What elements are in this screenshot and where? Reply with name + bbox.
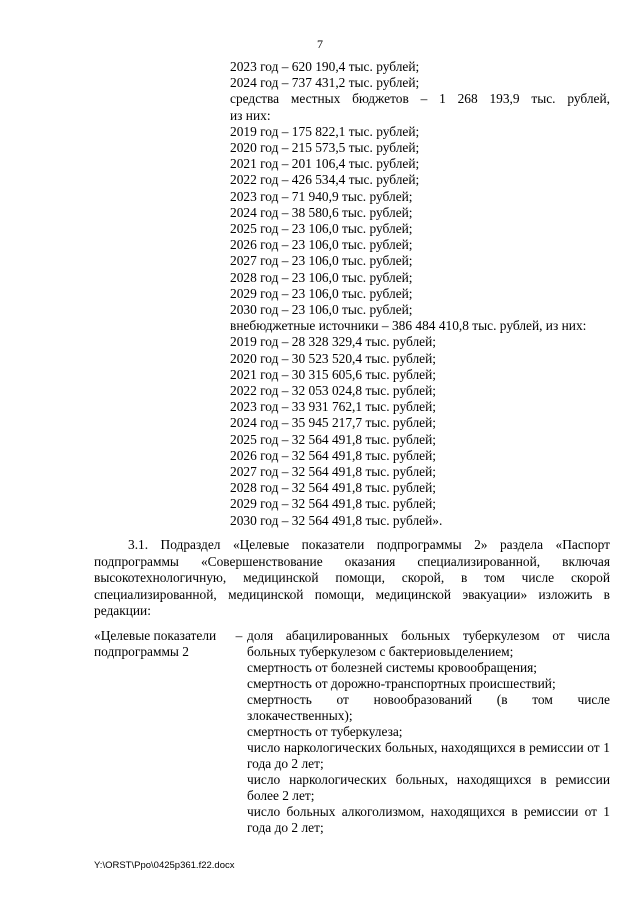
funding-line: 2023 год – 71 940,9 тыс. рублей;: [230, 188, 413, 204]
target-item: доля абацилированных больных туберкулезом от числа больных туберкулезом с бактериовыделением;: [247, 628, 610, 659]
funding-line: 2023 год – 620 190,4 тыс. рублей;: [230, 59, 420, 74]
amendment-text: 3.1. Подраздел «Целевые показатели подпрограммы 2» раздела «Паспорт подпрограммы «Совершенствование оказания специализированной, включая высокотехнологичную, медицинской помощи, скорой, в том числе скорой специализированной, медицинской помощи, медицинской эвакуации» изложить в редакции:: [94, 537, 610, 618]
funding-line: средства местных бюджетов – 1 268 193,9 тыс. рублей,: [230, 91, 610, 107]
file-path-footer: Y:\ORST\Ppo\0425p361.f22.docx: [94, 860, 235, 871]
funding-line: 2020 год – 30 523 520,4 тыс. рублей;: [230, 350, 436, 366]
funding-line: 2024 год – 737 431,2 тыс. рублей;: [230, 75, 420, 91]
funding-line: 2028 год – 32 564 491,8 тыс. рублей;: [230, 480, 436, 496]
funding-line: 2029 год – 32 564 491,8 тыс. рублей;: [230, 496, 436, 512]
funding-list: [230, 59, 610, 529]
funding-line: 2024 год – 35 945 217,7 тыс. рублей;: [230, 415, 436, 431]
target-item: смертность от новообразований (в том числе злокачественных);: [247, 692, 610, 723]
funding-line: 2027 год – 23 106,0 тыс. рублей;: [230, 253, 413, 269]
funding-line: 2022 год – 32 053 024,8 тыс. рублей;: [230, 383, 436, 399]
funding-line: 2026 год – 32 564 491,8 тыс. рублей;: [230, 447, 436, 463]
funding-line: 2030 год – 23 106,0 тыс. рублей;: [230, 302, 413, 318]
funding-line: 2026 год – 23 106,0 тыс. рублей;: [230, 237, 413, 253]
target-item: число больных алкоголизмом, находящихся в ремиссии от 1 года до 2 лет;: [247, 804, 610, 835]
funding-line: 2021 год – 201 106,4 тыс. рублей;: [230, 156, 420, 172]
funding-line: 2029 год – 23 106,0 тыс. рублей;: [230, 285, 413, 301]
target-item: число наркологических больных, находящихся в ремиссии более 2 лет;: [247, 772, 610, 803]
funding-line: 2030 год – 32 564 491,8 тыс. рублей».: [230, 512, 443, 528]
page-number: 7: [317, 37, 323, 51]
target-item: смертность от болезней системы кровообращения;: [247, 660, 538, 675]
funding-line: 2028 год – 23 106,0 тыс. рублей;: [230, 269, 413, 285]
funding-line: 2021 год – 30 315 605,6 тыс. рублей;: [230, 366, 436, 382]
funding-line: из них:: [230, 107, 271, 123]
funding-line: 2022 год – 426 534,4 тыс. рублей;: [230, 172, 420, 188]
funding-line: 2024 год – 38 580,6 тыс. рублей;: [230, 204, 413, 220]
targets-items: [247, 628, 610, 836]
funding-line: 2027 год – 32 564 491,8 тыс. рублей;: [230, 464, 436, 480]
target-item: число наркологических больных, находящихся в ремиссии от 1 года до 2 лет;: [247, 740, 610, 771]
funding-line: 2019 год – 28 328 329,4 тыс. рублей;: [230, 334, 436, 350]
funding-line: 2023 год – 33 931 762,1 тыс. рублей;: [230, 399, 436, 415]
funding-line: 2020 год – 215 573,5 тыс. рублей;: [230, 140, 420, 156]
funding-line: внебюджетные источники – 386 484 410,8 тыс. рублей, из них:: [230, 318, 587, 334]
funding-line: 2025 год – 32 564 491,8 тыс. рублей;: [230, 431, 436, 447]
targets-dash: –: [235, 628, 243, 643]
target-item: смертность от дорожно-транспортных происшествий;: [247, 676, 556, 691]
funding-line: 2025 год – 23 106,0 тыс. рублей;: [230, 221, 413, 237]
amendment-paragraph: [94, 537, 610, 620]
target-item: смертность от туберкулеза;: [247, 724, 403, 739]
funding-line: 2019 год – 175 822,1 тыс. рублей;: [230, 123, 420, 139]
targets-label: «Целевые показатели подпрограммы 2: [94, 628, 217, 659]
